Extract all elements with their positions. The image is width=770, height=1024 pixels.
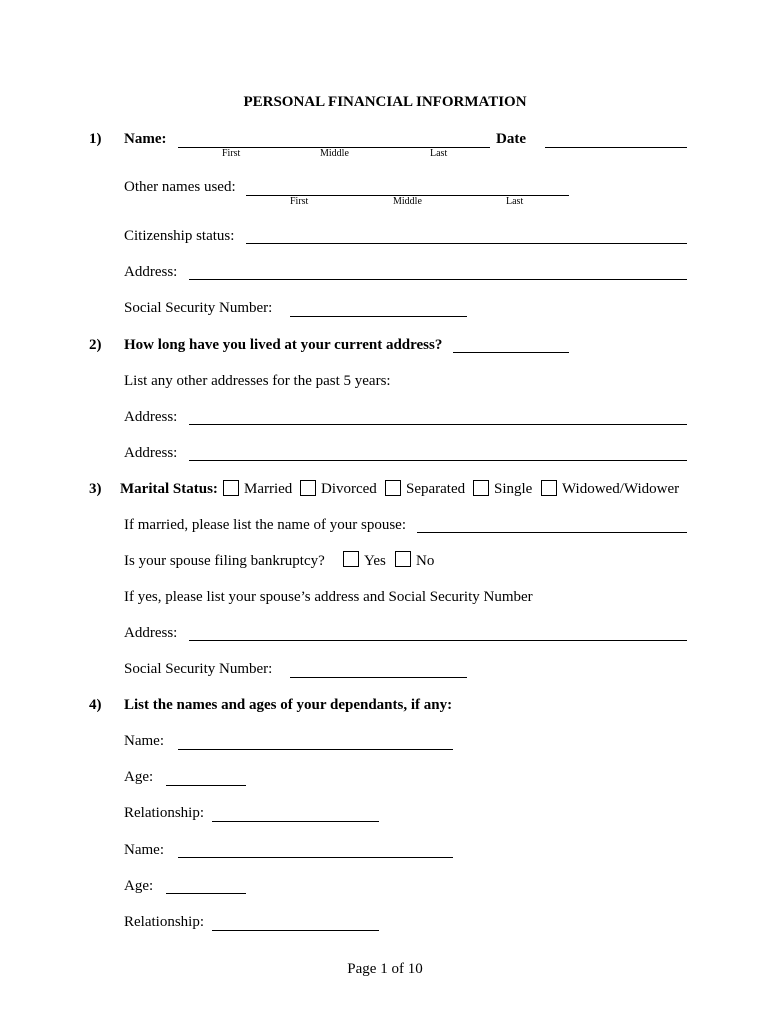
page-title: PERSONAL FINANCIAL INFORMATION	[243, 94, 527, 110]
name-last-caption: Last	[430, 148, 448, 159]
dependant-1-relationship-field[interactable]	[212, 821, 379, 822]
spouse-name-prompt: If married, please list the name of your spouse:	[124, 517, 406, 533]
dependant-2-name-label: Name:	[124, 842, 164, 858]
spouse-ssn-field[interactable]	[290, 677, 467, 678]
divorced-checkbox[interactable]	[300, 480, 316, 496]
other-middle-caption: Middle	[393, 196, 422, 207]
separated-option-label: Separated	[406, 481, 466, 497]
widowed-checkbox[interactable]	[541, 480, 557, 496]
other-addresses-prompt: List any other addresses for the past 5 years:	[124, 373, 391, 389]
dependant-2-age-label: Age:	[124, 878, 154, 894]
spouse-info-prompt: If yes, please list your spouse’s address and Social Security Number	[124, 589, 533, 605]
prior-address-2-label: Address:	[124, 445, 178, 461]
residence-duration-field[interactable]	[453, 352, 569, 353]
dependants-heading: List the names and ages of your dependants, if any:	[124, 697, 453, 713]
dependant-1-name-label: Name:	[124, 733, 164, 749]
divorced-option-label: Divorced	[321, 481, 377, 497]
date-field[interactable]	[545, 147, 687, 148]
single-option-label: Single	[494, 481, 533, 497]
prior-address-2-field[interactable]	[189, 460, 687, 461]
single-checkbox[interactable]	[473, 480, 489, 496]
address-label: Address:	[124, 264, 178, 280]
name-first-caption: First	[222, 148, 241, 159]
address-field[interactable]	[189, 279, 687, 280]
prior-address-1-field[interactable]	[189, 424, 687, 425]
dependant-2-relationship-label: Relationship:	[124, 914, 204, 930]
dependant-2-relationship-field[interactable]	[212, 930, 379, 931]
dependant-2-name-field[interactable]	[178, 857, 453, 858]
married-option-label: Married	[244, 481, 293, 497]
separated-checkbox[interactable]	[385, 480, 401, 496]
spouse-bankruptcy-prompt: Is your spouse filing bankruptcy?	[124, 553, 325, 569]
prior-address-1-label: Address:	[124, 409, 178, 425]
residence-duration-question: How long have you lived at your current address?	[124, 337, 443, 353]
spouse-no-label: No	[416, 553, 435, 569]
citizenship-label: Citizenship status:	[124, 228, 235, 244]
ssn-label: Social Security Number:	[124, 300, 273, 316]
ssn-field[interactable]	[290, 316, 467, 317]
dependant-1-age-label: Age:	[124, 769, 154, 785]
spouse-address-field[interactable]	[189, 640, 687, 641]
spouse-address-label: Address:	[124, 625, 178, 641]
spouse-yes-label: Yes	[364, 553, 386, 569]
married-checkbox[interactable]	[223, 480, 239, 496]
dependant-1-age-field[interactable]	[166, 785, 246, 786]
widowed-option-label: Widowed/Widower	[562, 481, 680, 497]
name-label: Name:	[124, 131, 167, 147]
spouse-no-checkbox[interactable]	[395, 551, 411, 567]
date-label: Date	[496, 131, 526, 147]
section-1-number: 1)	[89, 131, 102, 147]
section-2-number: 2)	[89, 337, 102, 353]
citizenship-field[interactable]	[246, 243, 687, 244]
marital-status-label: Marital Status:	[120, 481, 218, 497]
spouse-ssn-label: Social Security Number:	[124, 661, 273, 677]
other-first-caption: First	[290, 196, 309, 207]
other-last-caption: Last	[506, 196, 524, 207]
dependant-1-name-field[interactable]	[178, 749, 453, 750]
spouse-name-field[interactable]	[417, 532, 687, 533]
page-number: Page 1 of 10	[347, 961, 423, 977]
section-3-number: 3)	[89, 481, 102, 497]
spouse-yes-checkbox[interactable]	[343, 551, 359, 567]
dependant-2-age-field[interactable]	[166, 893, 246, 894]
name-middle-caption: Middle	[320, 148, 349, 159]
dependant-1-relationship-label: Relationship:	[124, 805, 204, 821]
other-names-label: Other names used:	[124, 179, 236, 195]
section-4-number: 4)	[89, 697, 102, 713]
